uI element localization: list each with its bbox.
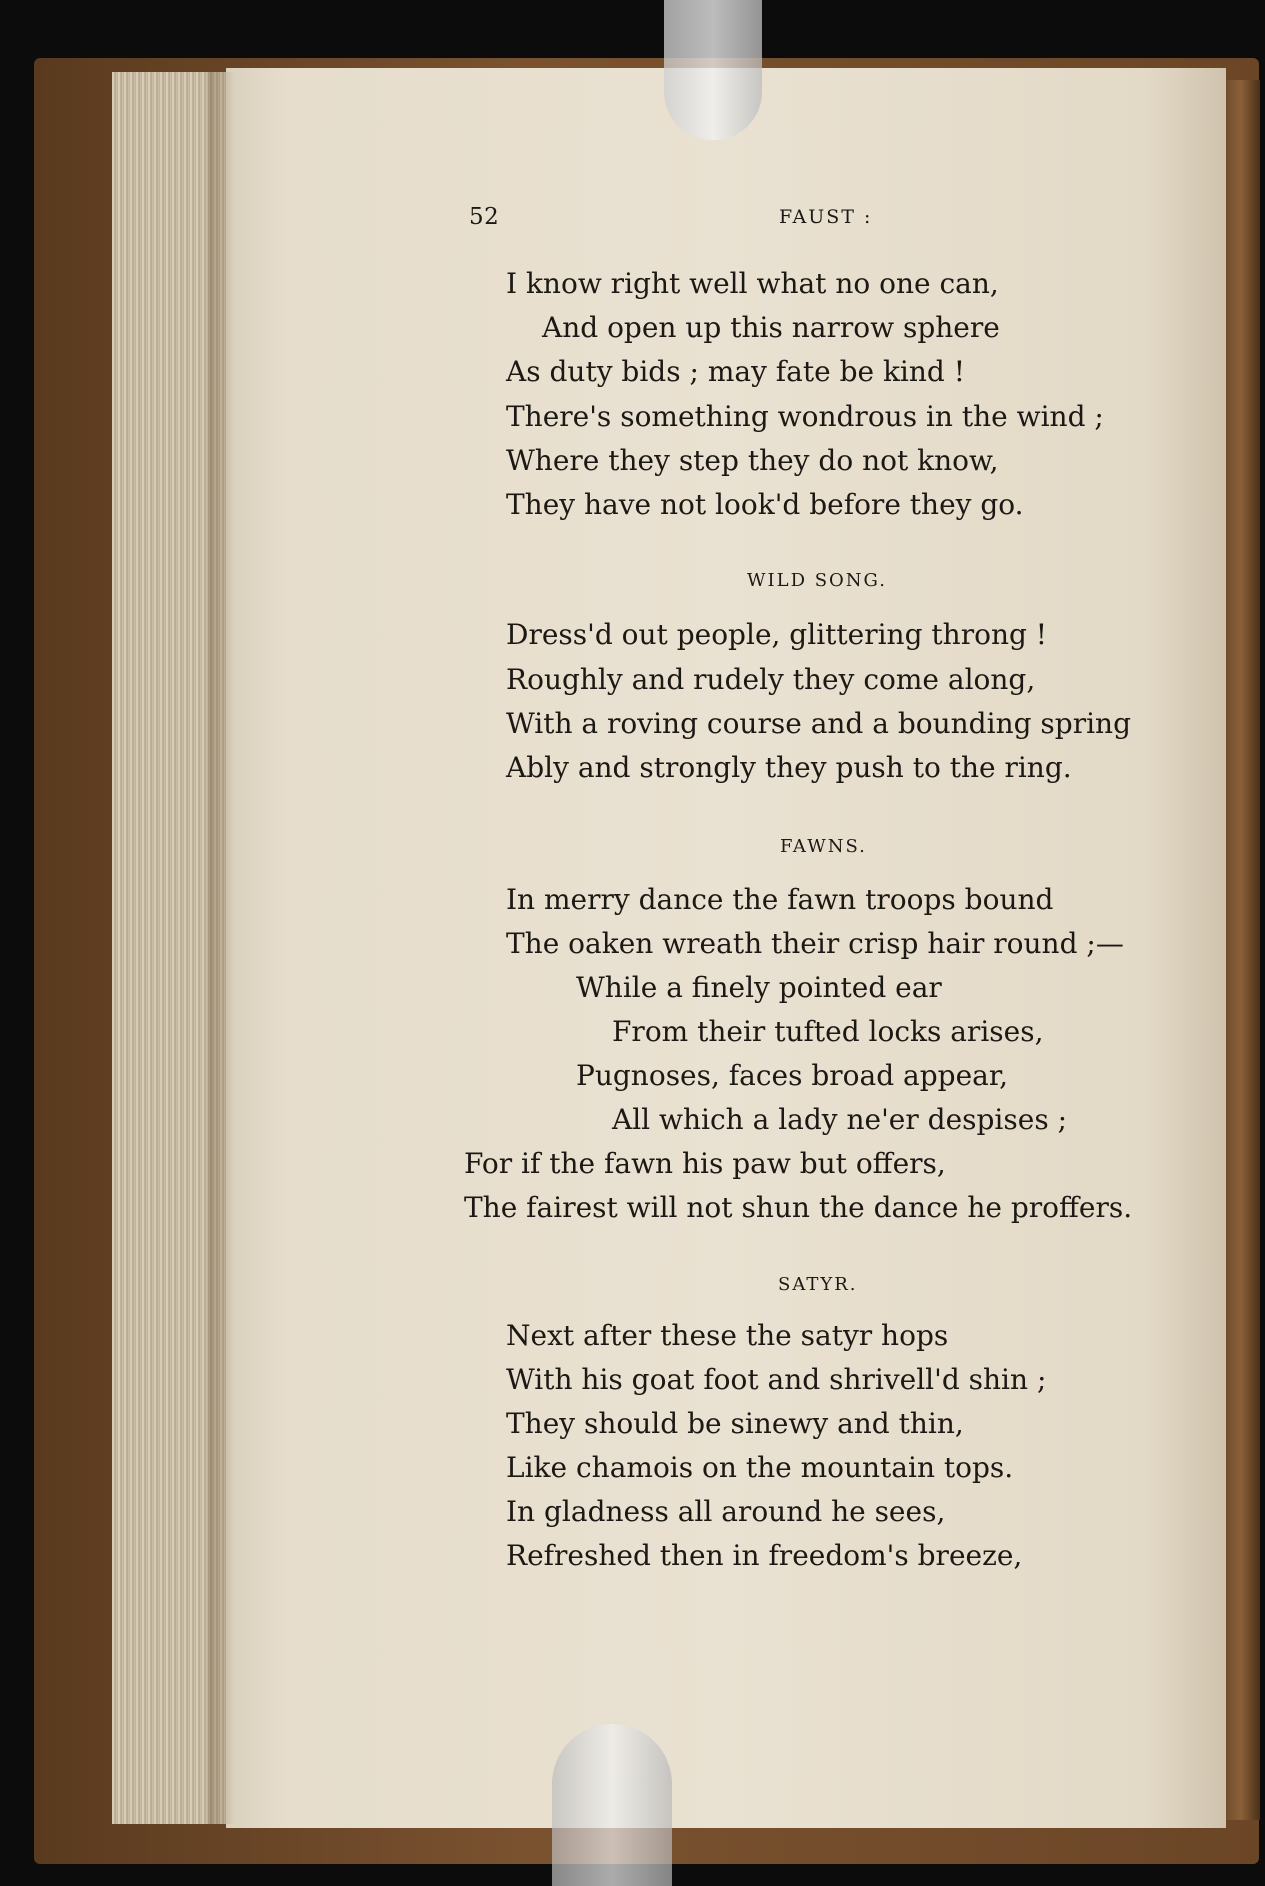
verse-line: In gladness all around he sees, [506,1495,946,1528]
verse-line: I know right well what no one can, [506,267,999,300]
section-heading: WILD SONG. [747,570,888,591]
verse-line: Ably and strongly they push to the ring. [506,751,1072,784]
verse-line: Where they step they do not know, [506,444,999,477]
verse-line: With his goat foot and shrivell'd shin ; [506,1363,1047,1396]
verse-line: All which a lady ne'er despises ; [612,1103,1068,1136]
verse-line: For if the fawn his paw but offers, [464,1147,946,1180]
section-heading: FAWNS. [780,836,867,857]
section-heading: SATYR. [778,1274,858,1295]
page-clip-bottom [552,1724,672,1886]
verse-line: They should be sinewy and thin, [506,1407,964,1440]
running-title: FAUST : [779,206,873,228]
verse-line: Dress'd out people, glittering throng ! [506,618,1048,651]
verse-line: From their tufted locks arises, [612,1015,1044,1048]
verse-line: And open up this narrow sphere [542,311,1000,344]
verse-line: With a roving course and a bounding spring [506,707,1132,740]
verse-line: As duty bids ; may fate be kind ! [506,355,965,388]
verse-line: In merry dance the fawn troops bound [506,883,1054,916]
verse-line: Pugnoses, faces broad appear, [576,1059,1009,1092]
verse-line: Roughly and rudely they come along, [506,663,1036,696]
page-clip-top [664,0,762,140]
verse-line: While a finely pointed ear [576,971,942,1004]
verse-line: They have not look'd before they go. [506,488,1024,521]
verse-line: The fairest will not shun the dance he proffers. [464,1191,1133,1224]
page-number: 52 [469,204,500,230]
verse-line: The oaken wreath their crisp hair round ;— [506,927,1124,960]
verse-line: Next after these the satyr hops [506,1319,949,1352]
running-head [462,204,1182,234]
verse-line: Refreshed then in freedom's breeze, [506,1539,1023,1572]
verse-line: Like chamois on the mountain tops. [506,1451,1014,1484]
verse-line: There's something wondrous in the wind ; [506,400,1104,433]
facing-page-edge [1222,80,1260,1820]
gutter-shadow [208,72,234,1824]
